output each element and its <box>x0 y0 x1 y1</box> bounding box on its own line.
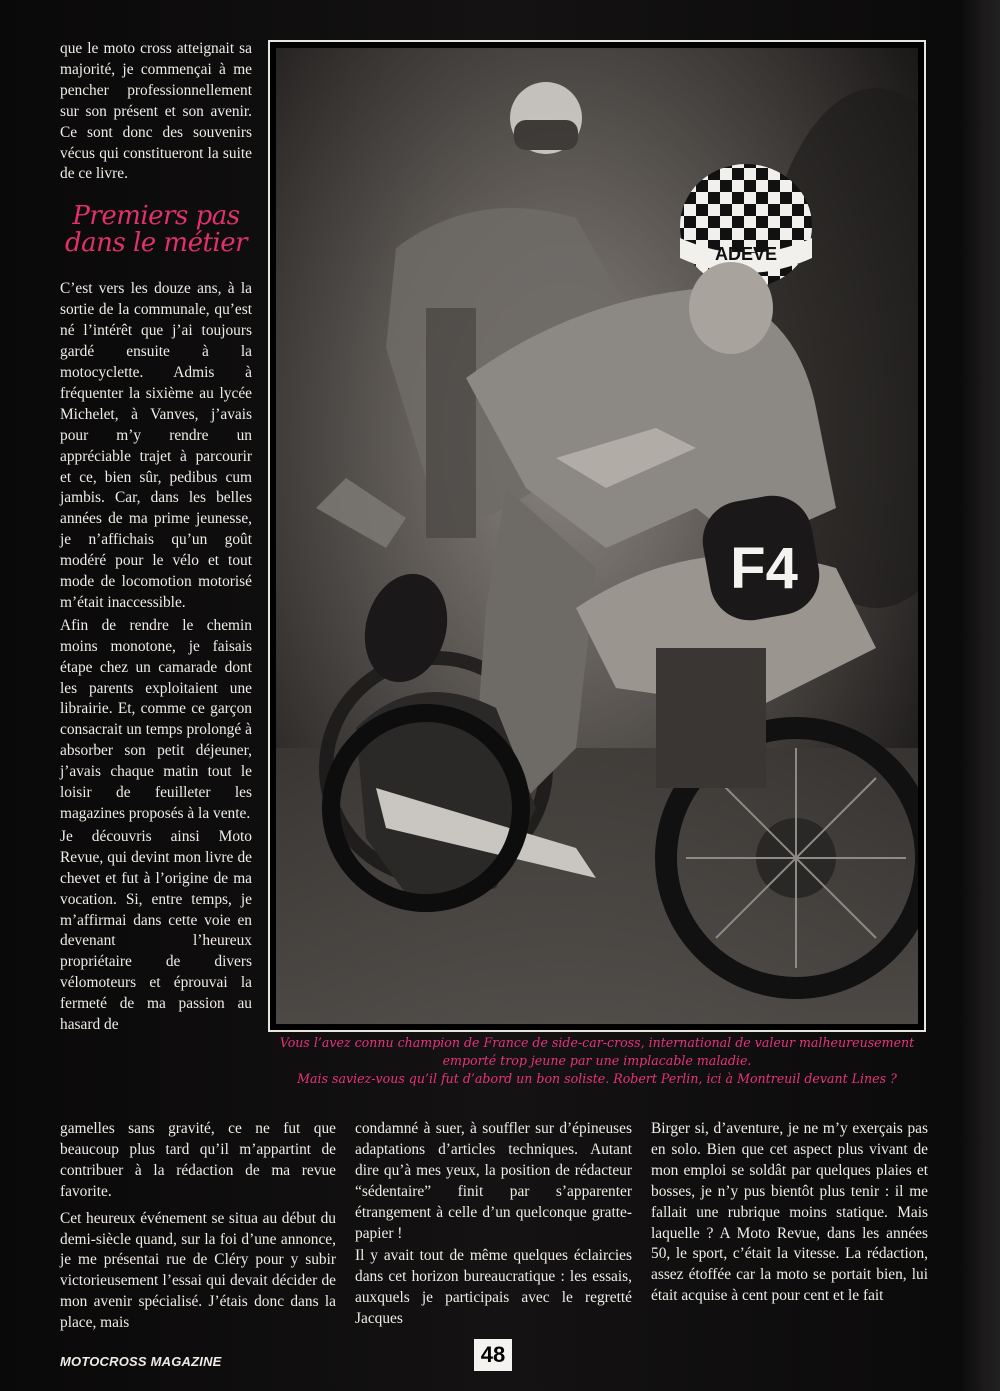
motocross-riders-illustration <box>276 48 918 1024</box>
motocross-photo <box>276 48 918 1024</box>
magazine-name: MOTOCROSS MAGAZINE <box>60 1354 222 1369</box>
body-paragraph: Je découvris ainsi Moto Revue, qui devint mon livre de chevet et fut à l’origine de ma vocation. Si, entre temps, je m’affirmai dans cette voie en devenant l’heureux propriétaire de divers vélomoteurs et éprouvai la fermeté de ma passion au hasard de <box>60 827 252 1034</box>
photo-caption <box>272 1034 922 1088</box>
left-text-column <box>60 39 252 1036</box>
page-spine-shadow <box>960 0 1000 1391</box>
heading-line-2: dans le métier <box>64 228 248 259</box>
body-paragraph: Afin de rendre le chemin moins monotone, je faisais étape chez un camarade dont les parents exploitaient une librairie. Et, comme ce garçon consacrait un temps prolongé à absorber son petit déjeuner, j’avais chaque matin tout le loisir de feuilleter les magazines proposés à la vente. <box>60 616 252 822</box>
body-paragraph: condamné à suer, à souffler sur d’épineuses adaptations d’articles techniques. Autant dire qu’à mes yeux, la position de rédacteur “sédentaire” finit par s’apparenter étrangement à celle d’un quelconque gratte-papier ! <box>355 1120 632 1242</box>
body-paragraph: gamelles sans gravité, ce ne fut que beaucoup plus tard qu’il m’appartint de contribuer à la rédaction de ma revue favorite. <box>60 1120 336 1200</box>
race-plate-number: F4 <box>730 536 798 601</box>
helmet-label: ADEVE <box>714 244 778 264</box>
body-paragraph: Birger si, d’aventure, je ne m’y exerçais pas en solo. Bien que cet aspect plus vivant de mon emploi se soldât par quelques plaies et bosses, je n’y pus bientôt plus tenir : il me fallait une rubrique moins statique. Mais laquelle ? A Moto Revue, dans les années 50, le sport, c’était la vitesse. La rédaction, assez étoffée car la moto se portait bien, lui était acquise à cent pour cent et le fait <box>651 1120 928 1305</box>
page-number: 48 <box>474 1339 512 1371</box>
bottom-text-column-1 <box>60 1119 336 1334</box>
heading-line-1: Premiers pas <box>72 201 240 232</box>
intro-paragraph: que le moto cross atteignait sa majorité, je commençai à me pencher professionnellement sur son présent et son avenir. Ce sont donc des souvenirs vécus qui constitueront la suite de ce livre. <box>60 40 252 183</box>
caption-line-1: Vous l’avez connu champion de France de side-car-cross, international de valeur malheureusement <box>279 1035 915 1050</box>
caption-line-3: Mais saviez-vous qu’il fut d’abord un bon soliste. Robert Perlin, ici à Montreuil devant Lines ? <box>297 1071 897 1086</box>
section-heading <box>60 203 252 257</box>
caption-line-2: emporté trop jeune par une implacable maladie. <box>442 1053 752 1068</box>
bottom-text-column-3 <box>651 1119 928 1307</box>
body-paragraph: C’est vers les douze ans, à la sortie de la communale, qu’est né l’intérêt que j’ai toujours gardé ensuite à la motocyclette. Admis à fréquenter la sixième au lycée Michelet, à Vanves, j’avais pour m’y rendre un appréciable trajet à parcourir et ce, bien sûr, pedibus cum jambis. Car, dans les belles années de ma prime jeunesse, je n’affichais qu’un goût modéré pour le vélo et tout mode de locomotion motorisé m’était inaccessible. <box>60 280 252 611</box>
body-paragraph: Il y avait tout de même quelques éclaircies dans cet horizon bureaucratique : les essais, auxquels je participais avec le regretté Jacques <box>355 1247 632 1328</box>
bottom-text-column-2 <box>355 1119 632 1330</box>
body-paragraph: Cet heureux événement se situa au début du demi-siècle quand, sur la foi d’une annonce, je me présentai rue de Cléry pour y subir victorieusement l’essai qui devait décider de mon avenir spécialisé. J’étais donc dans la place, mais <box>60 1209 336 1332</box>
